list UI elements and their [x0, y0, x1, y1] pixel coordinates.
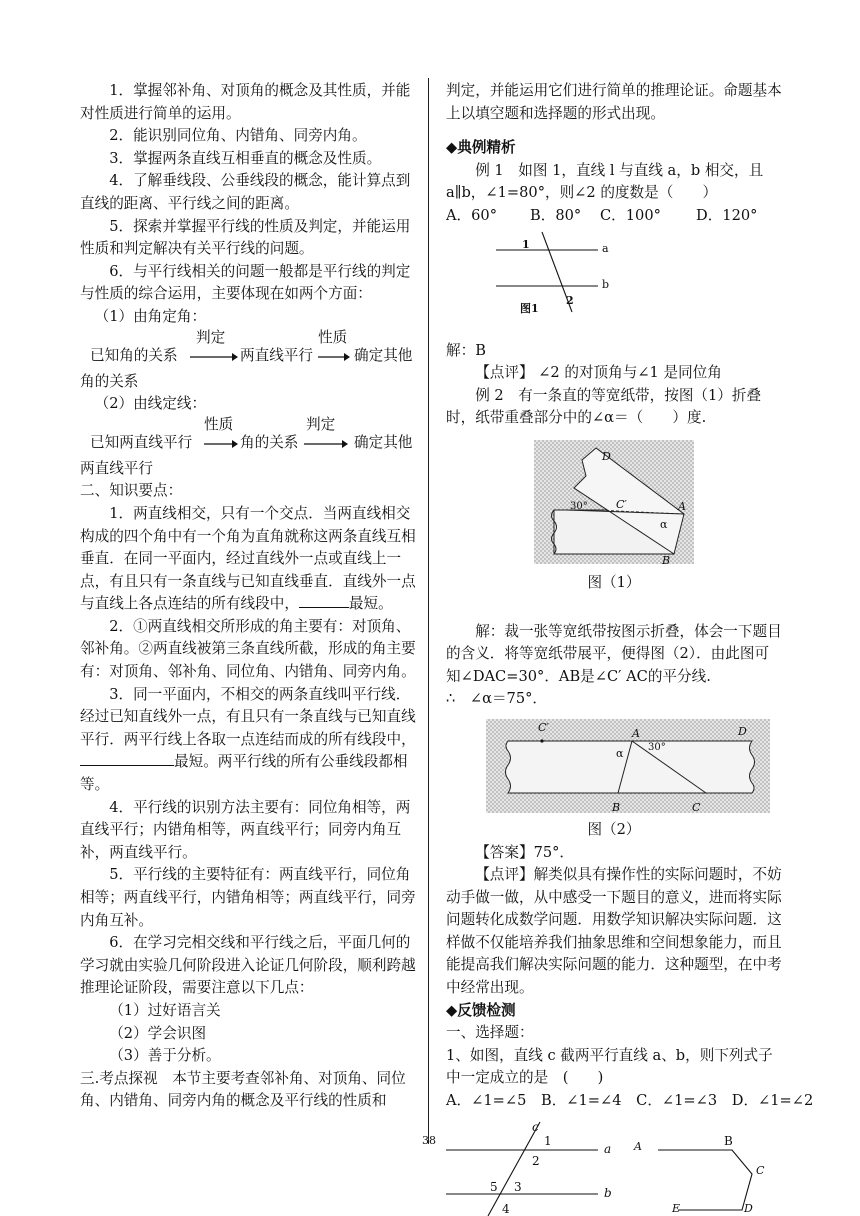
fig5-label-a: A [634, 1140, 642, 1153]
knowledge-1-text: 1．两直线相交，只有一个交点．当两直线相交构成的四个角中有一个角为直角就称这两条直线互相垂直．在同一平面内，经过直线外一点或直线上一点，有且只有一条直线与已知直线垂直．直线外一点与直线上各点连结的所有线段中， [80, 504, 416, 613]
flow2-end: 确定其他 [354, 433, 413, 451]
page-number: 38 [422, 1134, 436, 1147]
fig4-line-a: a [604, 1142, 612, 1156]
figure-1 [446, 228, 782, 334]
fig3-angle-30: 30° [648, 741, 666, 753]
option-a: A．60° [446, 206, 497, 224]
knowledge-2: 2．①两直线相交所形成的角主要有：对顶角、邻补角。②两直线被第三条直线所截，形成的角主要有：对顶角、邻补角、同位角、内错角、同旁内角。 [80, 617, 416, 681]
sub-point-1: （1）由角定角： [94, 307, 207, 325]
fill-blank [80, 751, 174, 766]
option-b: B．80° [530, 206, 582, 224]
section-examples-heading: ◆典例精析 [446, 139, 516, 157]
example-1: 例 1 如图 1，直线 l 与直线 a，b 相交，且 a∥b，∠1=80°，则∠2 的度数是（ ） [446, 161, 764, 202]
arrow-right-icon [188, 351, 238, 363]
example-2-solution: 解：裁一张等宽纸带按图示折叠，体会一下题目的含义．将等宽纸带展平，便得图（2）．由此图可知∠DAC=30°．AB是∠C′ AC的平分线. [446, 622, 782, 685]
fig3-label-a: A [632, 726, 640, 740]
fig2-label-a: A [678, 499, 686, 513]
right-column [446, 80, 814, 1113]
tip-1: （1）过好语言关 [109, 1001, 221, 1019]
flow2-arrow2-label: 判定 [306, 415, 336, 433]
fig4-angle-2: 2 [532, 1154, 540, 1168]
figure-2-folded-strip [446, 436, 782, 568]
fig2-label-b: B [662, 553, 671, 567]
arrow-right-icon [302, 438, 348, 450]
flow2-tail: 两直线平行 [80, 459, 153, 477]
section-exam-focus: 三.考点探视 本节主要考查邻补角、对顶角、同位角、内错角、同旁内角的概念及平行线的性质和 [80, 1069, 406, 1110]
objective-6: 6．与平行线相关的问题一般都是平行线的判定与性质的综合运用，主要体现在如两个方面： [80, 262, 411, 303]
fig3-label-c: C [692, 800, 701, 814]
figure-polyline-abcde [628, 1134, 778, 1216]
flow1-arrow2-label: 性质 [318, 328, 348, 346]
flow2-middle: 角的关系 [240, 433, 299, 451]
objective-4: 4．了解垂线段、公垂线段的概念，能计算点到直线的距离、平行线之间的距离。 [80, 172, 411, 212]
objective-5: 5．探索并掌握平行线的性质及判定，并能运用性质和判定解决有关平行线的问题。 [80, 217, 411, 258]
fig1-line-a-label: a [602, 241, 609, 255]
fig1-angle2-label: 2 [566, 293, 574, 307]
fig4-line-b: b [604, 1186, 612, 1200]
fig3-label-b: B [612, 800, 621, 814]
knowledge-1-tail: 最短。 [348, 595, 393, 613]
section-choice-heading: 一、选择题： [446, 1024, 534, 1042]
fill-blank [299, 593, 349, 608]
example-1-options [446, 205, 782, 228]
fig5-label-c: C [756, 1164, 765, 1177]
option-c: C．100° [600, 206, 661, 224]
example-1-comment: 【点评】 ∠2 的对顶角与∠1 是同位角 [475, 364, 722, 382]
example-2-answer: 【答案】75°． [475, 843, 575, 861]
knowledge-6: 6．在学习完相交线和平行线之后，平面几何的学习就由实验几何阶段进入论证几何阶段，顺利跨越推理论证阶段，需要注意以下几点： [80, 934, 416, 997]
fig3-alpha: α [616, 746, 624, 760]
fig1-angle1-label: 1 [522, 237, 530, 251]
flow-angle-to-angle [80, 329, 420, 375]
section-feedback-heading: ◆反馈检测 [446, 1001, 516, 1019]
objective-1: 1．掌握邻补角、对顶角的概念及其性质，并能对性质进行简单的运用。 [80, 82, 411, 122]
arrow-right-icon [204, 438, 238, 450]
flow1-end: 确定其他 [354, 346, 413, 364]
fig5-label-d: D [744, 1202, 753, 1215]
fig2-caption: 图（1） [587, 573, 641, 591]
tip-3: （3）善于分析。 [109, 1047, 221, 1065]
knowledge-3-text: 3．同一平面内，不相交的两条直线叫平行线．经过已知直线外一点，有且只有一条直线与已知直线平行．两平行线上各取一点连结而成的所有线段中， [80, 685, 416, 748]
fig2-label-d: D [602, 449, 611, 463]
flow2-arrow1-label: 性质 [204, 415, 234, 433]
example-2: 例 2 有一条直的等宽纸带，按图（1）折叠时，纸带重叠部分中的∠α＝（ ）度. [446, 386, 762, 427]
knowledge-4: 4．平行线的识别方法主要有：同位角相等，两直线平行；内错角相等，两直线平行；同旁内角互补，两直线平行。 [80, 798, 411, 861]
knowledge-1 [80, 503, 420, 616]
flow1-middle: 两直线平行 [240, 346, 313, 364]
question-1: 1、如图，直线 c 截两平行直线 a、b，则下列式子中一定成立的是 ( ) [446, 1046, 773, 1087]
objective-2: 2．能识别同位角、内错角、同旁内角。 [109, 127, 367, 145]
flow1-arrow1-label: 判定 [196, 328, 226, 346]
flow2-start: 已知两直线平行 [90, 433, 193, 451]
figure-question-1 [440, 1120, 630, 1216]
fig4-angle-4: 4 [502, 1202, 510, 1216]
knowledge-3 [80, 684, 420, 797]
fig3-label-c-prime: C′ [538, 720, 549, 734]
fig5-label-b: B [724, 1134, 733, 1148]
fig4-line-c: c [532, 1120, 539, 1134]
fig4-angle-3: 3 [514, 1180, 522, 1194]
flow1-start: 已知角的关系 [90, 346, 178, 364]
fig1-caption: 图1 [520, 301, 539, 315]
knowledge-5: 5．平行线的主要特征有：两直线平行，同位角相等；两直线平行，内错角相等；两直线平行，同旁内角互补。 [80, 866, 416, 929]
fig4-angle-5: 5 [490, 1180, 498, 1194]
fig1-line-b-label: b [602, 277, 610, 291]
fig4-angle-1: 1 [544, 1134, 552, 1148]
exam-focus-continued: 判定，并能运用它们进行简单的推理论证。命题基本上以填空题和选择题的形式出现。 [446, 82, 782, 122]
fig2-alpha: α [660, 517, 668, 531]
figure-3-unfolded-strip [446, 717, 782, 815]
question-1-options: A．∠1=∠5 B．∠1=∠4 C．∠1=∠3 D．∠1=∠2 [446, 1092, 814, 1110]
fig3-label-d: D [738, 724, 747, 738]
example-2-therefore: ∴ ∠α＝75°． [446, 690, 548, 708]
arrow-right-icon [316, 351, 350, 363]
fig3-caption: 图（2） [587, 820, 641, 838]
section-knowledge-heading: 二、知识要点： [80, 482, 183, 500]
tip-2: （2）学会识图 [109, 1024, 207, 1042]
fig2-label-c: C′ [616, 497, 627, 511]
flow-line-to-line [80, 416, 420, 462]
fig5-label-e: E [672, 1202, 681, 1215]
option-d: D．120° [696, 206, 758, 224]
example-1-answer: 解：B [446, 341, 486, 359]
fig2-angle-30: 30° [570, 500, 588, 512]
objective-3: 3．掌握两条直线互相垂直的概念及性质。 [109, 149, 382, 167]
column-divider [428, 78, 429, 1144]
flow1-tail: 角的关系 [80, 372, 139, 390]
knowledge-3-tail: 最短。两平行线的所有公垂线段都相等。 [80, 753, 408, 794]
example-2-comment: 【点评】解类似具有操作性的实际问题时，不妨动手做一做，从中感受一下题目的意义，进而将实际问题转化成数学问题．用数学知识解决实际问题．这样做不仅能培养我们抽象思维和空间想象能力，而且能提高我们解决实际问题的能力．这种题型，在中考中经常出现。 [446, 866, 782, 997]
left-column [80, 80, 420, 1113]
sub-point-2: （2）由线定线： [94, 395, 207, 413]
